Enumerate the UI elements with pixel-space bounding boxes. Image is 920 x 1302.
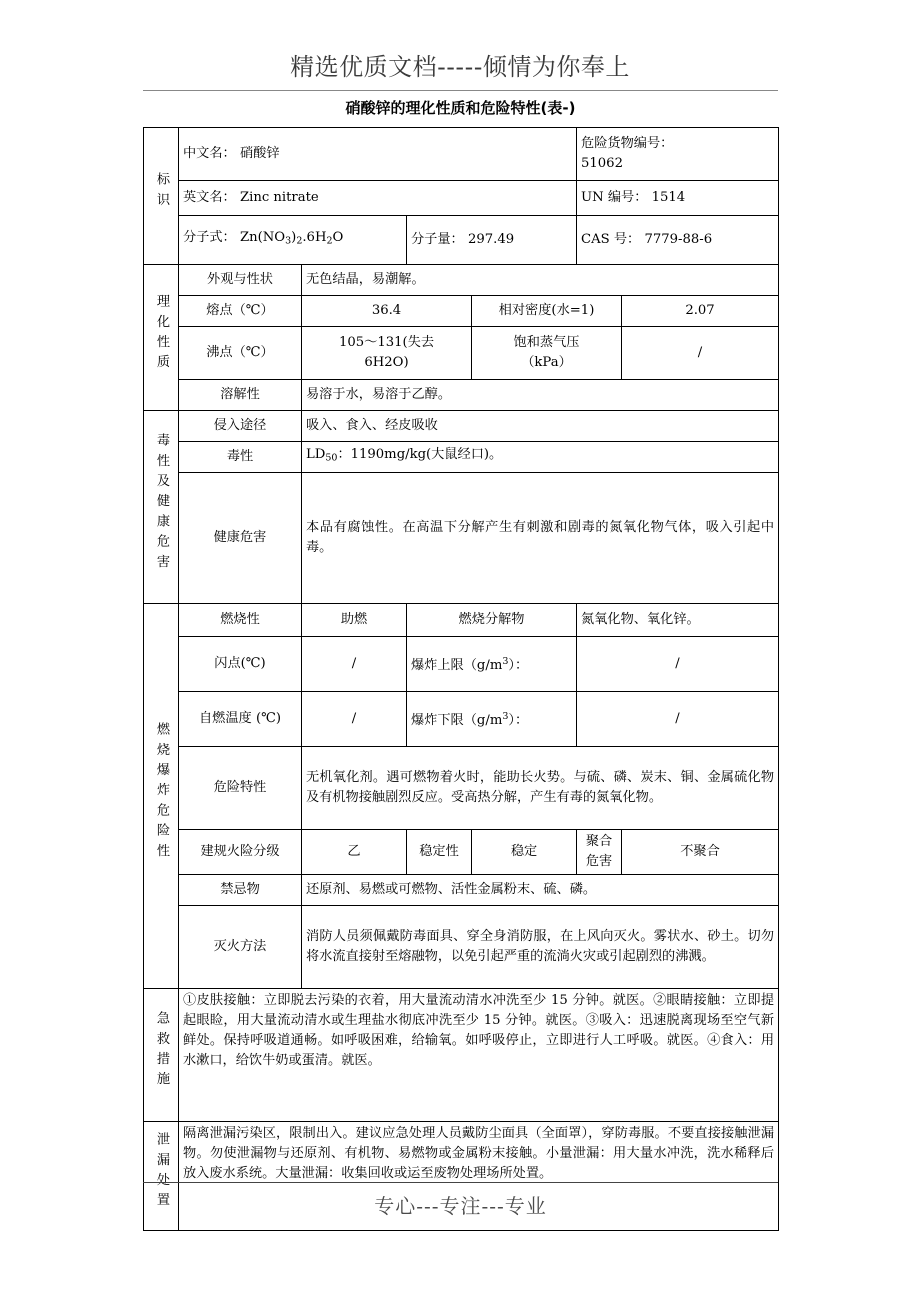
table-row-english-name [144, 181, 779, 216]
watermark-text: 精选优质文档-----倾情为你奉上 [290, 53, 630, 81]
first-aid-value: ①皮肤接触：立即脱去污染的衣着，用大量流动清水冲洗至少 15 分钟。就医。②眼睛接触：立即提起眼睑，用大量流动清水或生理盐水彻底冲洗至少 15 分钟。就医。③吸入：迅速脱离现场至空气新鲜处。保持呼吸道通畅。如呼吸困难，给输氧。如呼吸停止，立即进行人工呼吸。就医。④食入：用水漱口，给饮牛奶或蛋清。就医。 [179, 989, 779, 1122]
table-row-combustibility [144, 604, 779, 637]
table-row-toxicity [144, 442, 779, 473]
table-row-hazard-characteristics [144, 747, 779, 830]
vapor-pressure-label: 饱和蒸气压 （kPa） [472, 327, 622, 380]
fire-grade-value: 乙 [302, 830, 407, 875]
formula-value: $Zn(NO_3)_2.6H_2O$ [239, 230, 344, 247]
table-row-extinguishing [144, 906, 779, 989]
extinguishing-value: 消防人员须佩戴防毒面具、穿全身消防服，在上风向灭火。雾状水、砂土。切勿将水流直接射至熔融物，以免引起严重的流淌火灾或引起剧烈的沸溅。 [302, 906, 779, 989]
boiling-point-value: 105～131(失去 6H2O) [302, 327, 472, 380]
health-hazard-label: 健康危害 [179, 473, 302, 604]
cas-number-cell [577, 216, 779, 265]
flash-point-label: 闪点(℃) [179, 637, 302, 692]
molecular-weight-value: 297.49 [467, 232, 515, 247]
boiling-point-label: 沸点（℃） [179, 327, 302, 380]
extinguishing-label: 灭火方法 [179, 906, 302, 989]
formula-label: 分子式： [183, 230, 236, 246]
route-value: 吸入、食入、经皮吸收 [302, 411, 779, 442]
chinese-name-value: 硝酸锌 [239, 146, 280, 161]
table-row-chinese-name [144, 128, 779, 181]
appearance-label: 外观与性状 [179, 265, 302, 296]
table-row-incompatible [144, 875, 779, 906]
cas-number-value: 7779-88-6 [644, 232, 713, 247]
header-divider [143, 90, 778, 91]
route-label: 侵入途径 [179, 411, 302, 442]
un-number-label: UN 编号： [581, 190, 648, 205]
vapor-pressure-value: / [622, 327, 779, 380]
molecular-weight-cell [407, 216, 577, 265]
table-row-solubility [144, 380, 779, 411]
page-title: 硝酸锌的理化性质和危险特性(表-) [345, 99, 576, 117]
formula-cell [179, 216, 407, 265]
chinese-name-cell [179, 128, 577, 181]
health-hazard-value: 本品有腐蚀性。在高温下分解产生有刺激和剧毒的氮氧化物气体，吸入引起中毒。 [302, 473, 779, 604]
upper-limit-value: / [577, 637, 779, 692]
cas-number-label: CAS 号： [581, 232, 641, 247]
un-number-value: 1514 [651, 190, 686, 205]
relative-density-label: 相对密度(水=1) [472, 296, 622, 327]
section-label-leak-disposal: 泄漏处置 [144, 1122, 179, 1231]
toxicity-label: 毒性 [179, 442, 302, 473]
decomposition-label: 燃烧分解物 [407, 604, 577, 637]
table-row-melting-point [144, 296, 779, 327]
autoignition-label: 自燃温度 (℃) [179, 692, 302, 747]
upper-limit-label: 爆炸上限$(g/m^3)$： [407, 637, 577, 692]
polymerization-value: 不聚合 [622, 830, 779, 875]
table-row-autoignition [144, 692, 779, 747]
section-label-physical: 理化性质 [144, 265, 179, 411]
footer-text: 专心---专注---专业 [374, 1194, 547, 1218]
section-label-toxicity: 毒性及健康危害 [144, 411, 179, 604]
table-row-boiling-point [144, 327, 779, 380]
hazard-characteristics-value: 无机氧化剂。遇可燃物着火时，能助长火势。与硫、磷、炭末、铜、金属硫化物及有机物接触剧烈反应。受高热分解，产生有毒的氮氧化物。 [302, 747, 779, 830]
dangerous-goods-number-label: 危险货物编号： [581, 136, 674, 151]
solubility-value: 易溶于水，易溶于乙醇。 [302, 380, 779, 411]
combustibility-value: 助燃 [302, 604, 407, 637]
polymerization-label: 聚合危害 [577, 830, 622, 875]
lower-limit-label: 爆炸下限$(g/m^3)$： [407, 692, 577, 747]
table-row-first-aid [144, 989, 779, 1122]
section-label-identification: 标识 [144, 128, 179, 265]
english-name-cell [179, 181, 577, 216]
english-name-value: Zinc nitrate [239, 190, 319, 205]
lower-limit-value: / [577, 692, 779, 747]
un-number-cell [577, 181, 779, 216]
hazard-characteristics-label: 危险特性 [179, 747, 302, 830]
appearance-value: 无色结晶，易潮解。 [302, 265, 779, 296]
section-label-first-aid: 急救措施 [144, 989, 179, 1122]
table-row-flash-point [144, 637, 779, 692]
stability-label: 稳定性 [407, 830, 472, 875]
incompatible-value: 还原剂、易燃或可燃物、活性金属粉末、硫、磷。 [302, 875, 779, 906]
dangerous-goods-number-cell [577, 128, 779, 181]
footer-divider [143, 1182, 778, 1183]
section-label-combustion: 燃烧爆炸危险性 [144, 604, 179, 989]
table-row-fire-grade [144, 830, 779, 875]
combustibility-label: 燃烧性 [179, 604, 302, 637]
solubility-label: 溶解性 [179, 380, 302, 411]
melting-point-label: 熔点（℃） [179, 296, 302, 327]
stability-value: 稳定 [472, 830, 577, 875]
table-row-health-hazard [144, 473, 779, 604]
molecular-weight-label: 分子量： [411, 232, 464, 247]
toxicity-value: $LD_{50}$：1190mg/kg(大鼠经口)。 [302, 442, 779, 473]
relative-density-value: 2.07 [622, 296, 779, 327]
english-name-label: 英文名： [183, 190, 236, 205]
table-row-formula [144, 216, 779, 265]
page-header [0, 52, 920, 82]
decomposition-value: 氮氧化物、氧化锌。 [577, 604, 779, 637]
leak-disposal-value: 隔离泄漏污染区，限制出入。建议应急处理人员戴防尘面具（全面罩），穿防毒服。不要直接接触泄漏物。勿使泄漏物与还原剂、有机物、易燃物或金属粉末接触。小量泄漏：用大量水冲洗，洗水稀释后放入废水系统。大量泄漏：收集回收或运至废物处理场所处置。 [179, 1122, 779, 1231]
incompatible-label: 禁忌物 [179, 875, 302, 906]
table-row-route [144, 411, 779, 442]
autoignition-value: / [302, 692, 407, 747]
dangerous-goods-number-value: 51062 [581, 156, 623, 171]
melting-point-value: 36.4 [302, 296, 472, 327]
chinese-name-label: 中文名： [183, 146, 236, 161]
flash-point-value: / [302, 637, 407, 692]
fire-grade-label: 建规火险分级 [179, 830, 302, 875]
table-row-appearance [144, 265, 779, 296]
chemical-data-table [143, 127, 779, 1231]
